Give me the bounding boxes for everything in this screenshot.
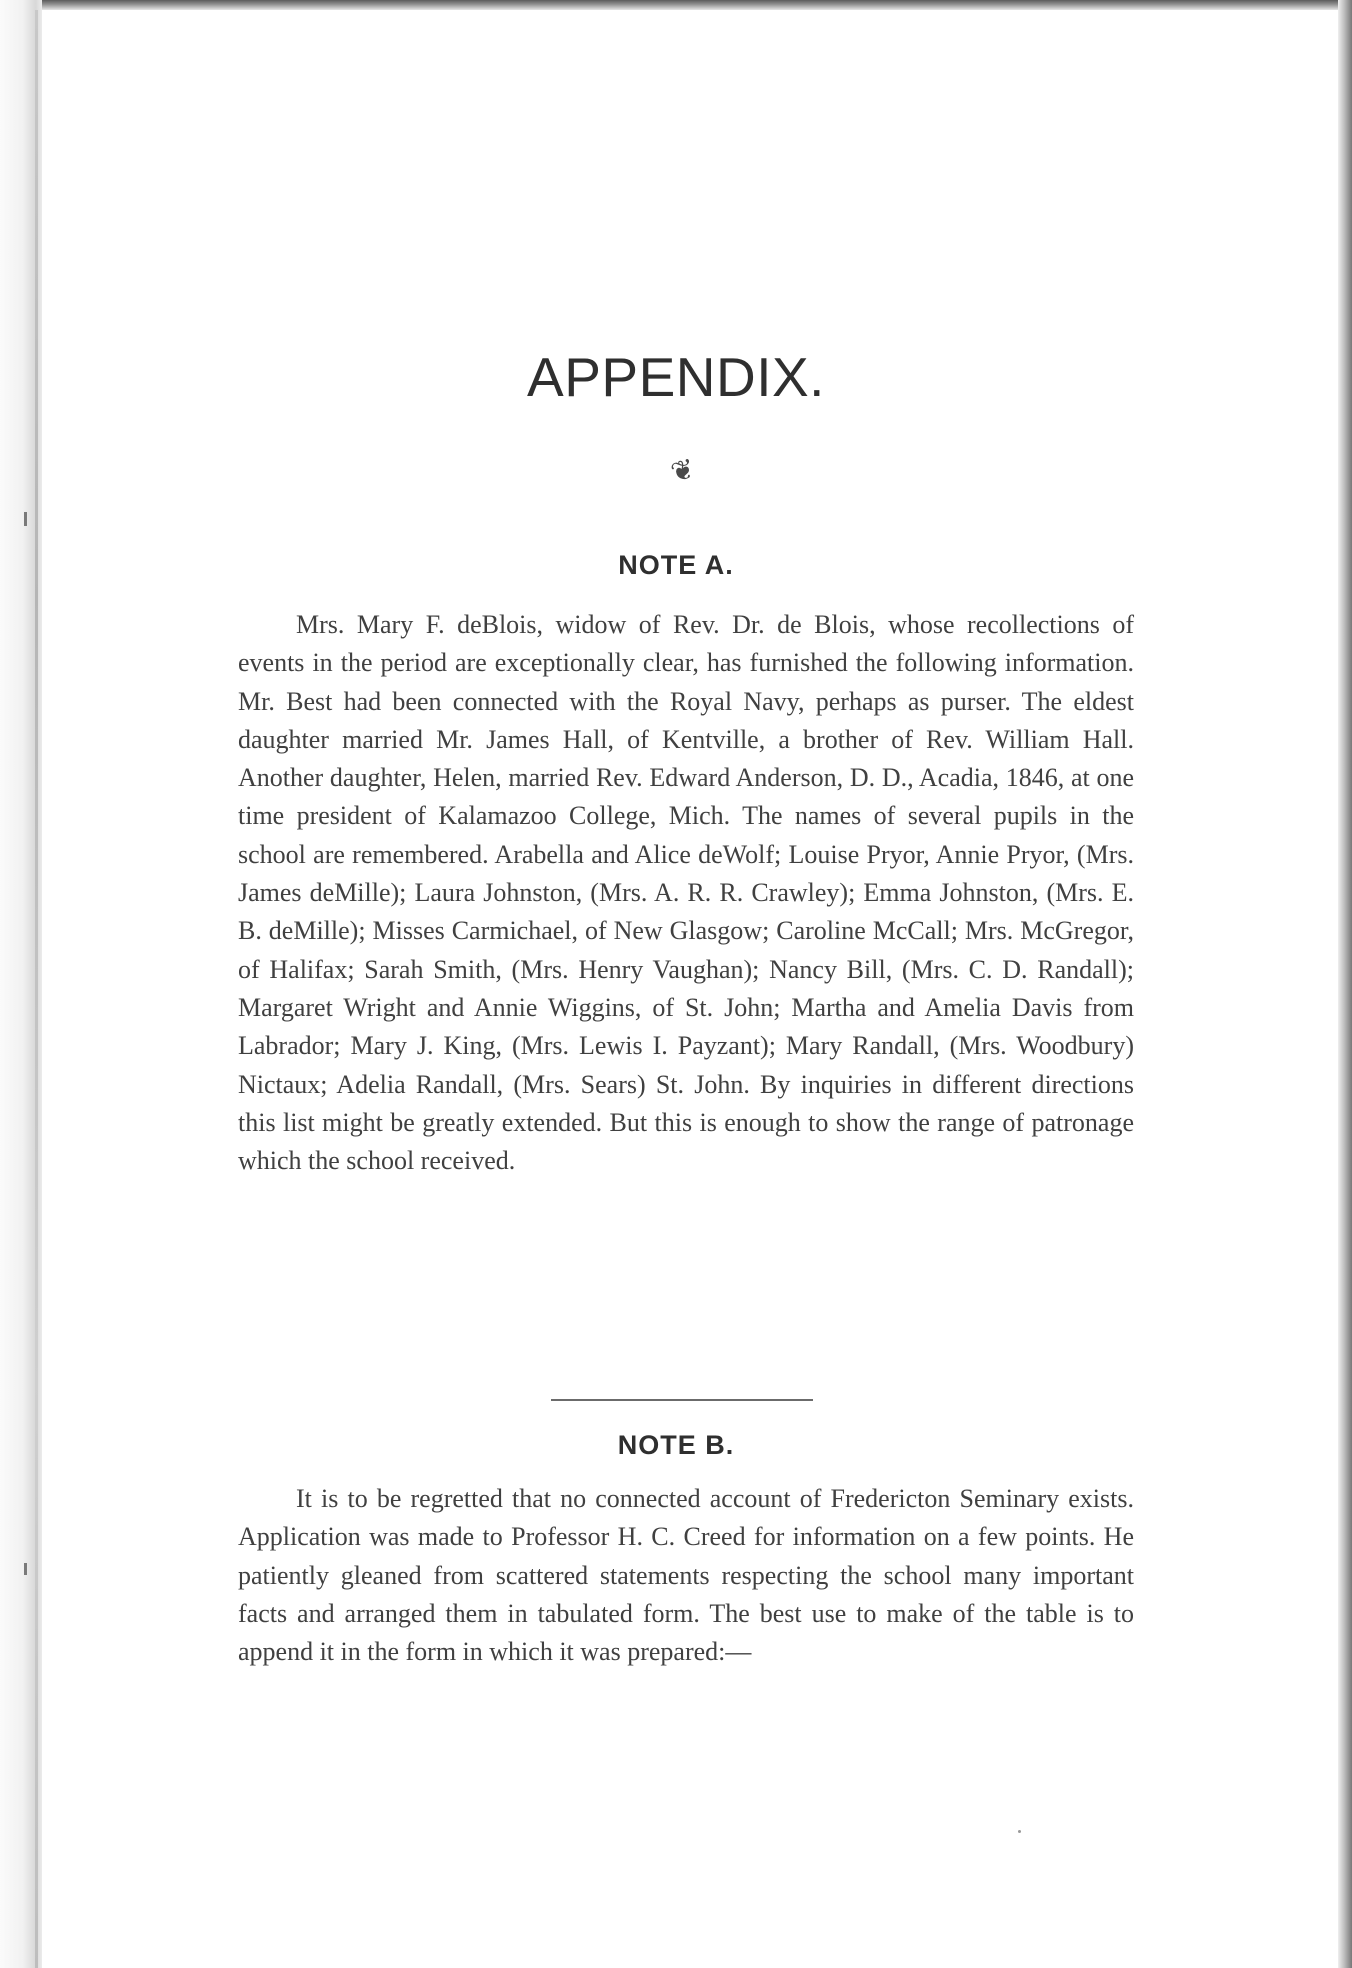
scan-mark (24, 512, 27, 526)
section-divider (551, 1399, 813, 1401)
note-b-paragraph: It is to be regretted that no connected account of Fredericton Seminary exists. Application was made to Professor H. C. Creed for information on a few points. He patiently gleaned from scattered statements respecting the school many important facts and arranged them in tabulated form. The best use to make of the table is to append it in the form in which it was prepared:— (238, 1484, 1134, 1667)
note-a-heading: NOTE A. (618, 550, 734, 580)
binding-line (35, 10, 38, 1968)
note-b-heading: NOTE B. (617, 1430, 735, 1460)
page-top-edge (0, 0, 1352, 10)
fleuron-icon: ❦ (667, 451, 699, 490)
scan-mark (24, 1563, 27, 1575)
paper-speck (1018, 1830, 1021, 1833)
note-a-paragraph: Mrs. Mary F. deBlois, widow of Rev. Dr. de Blois, whose recollections of events in the period are exceptionally clear, has furnished the following information. Mr. Best had been connected with the Royal Navy, perhaps as purser. The eldest daughter married Mr. James Hall, of Kentville, a brother of Rev. William Hall. Another daughter, Helen, married Rev. Edward Anderson, D. D., Acadia, 1846, at one time president of Kalamazoo College, Mich. The names of several pupils in the school are remembered. Arabella and Alice deWolf; Louise Pryor, Annie Pryor, (Mrs. James deMille); Laura Johnston, (Mrs. A. R. R. Crawley); Emma Johnston, (Mrs. E. B. deMille); Misses Carmichael, of New Glasgow; Caroline McCall; Mrs. McGregor, of Halifax; Sarah Smith, (Mrs. Henry Vaughan); Nancy Bill, (Mrs. C. D. Randall); Margaret Wright and Annie Wiggins, of St. John; Martha and Amelia Davis from Labrador; Mary J. King, (Mrs. Lewis I. Payzant); Mary Randall, (Mrs. Woodbury) Nictaux; Adelia Randall, (Mrs. Sears) St. John. By inquiries in different directions this list might be greatly extended. But this is enough to show the range of patronage which the school received. (238, 610, 1134, 1176)
page-title: APPENDIX. (527, 346, 825, 408)
page-right-edge (1338, 0, 1352, 1968)
